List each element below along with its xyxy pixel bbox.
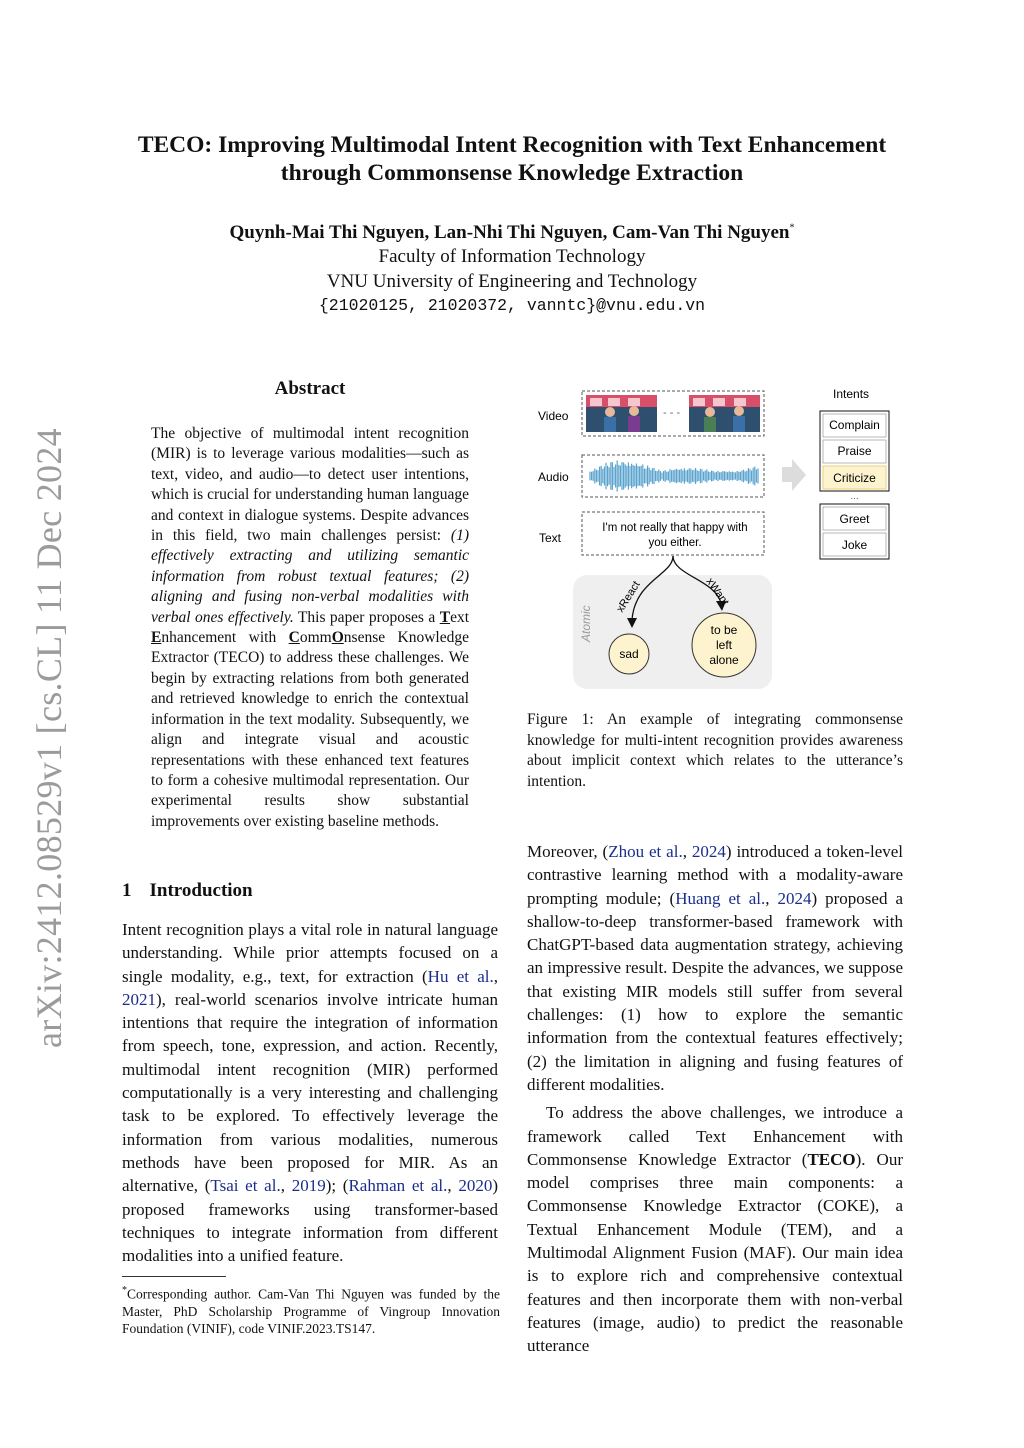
footnote-text: Corresponding author. Cam-Van Thi Nguyen was funded by the Master, PhD Scholarship Programme of Vingroup Innovation Foundation (VINIF), code VINIF.2023.TS147. xyxy=(122,1286,500,1336)
paragraph-related-work xyxy=(527,840,903,1096)
corresponding-author-mark: * xyxy=(789,222,795,234)
intent-complain xyxy=(823,414,886,437)
footnote xyxy=(122,1282,500,1337)
introduction-paragraph xyxy=(122,918,498,1267)
abstract-text-part3: nsense Knowledge Extractor (TECO) to address these challenges. We begin by extracting relations from both generated and retrieved knowledge to enrich the contextual information in the text modality. Subsequently, we align and integrate visual and acoustic representations with these enhanced text features to form a cohesive multimodal representation. Our experimental results show substantial improvements over existing baseline methods. xyxy=(151,629,469,830)
node-left-alone-line-3: alone xyxy=(709,653,739,667)
section-heading-introduction xyxy=(122,880,253,902)
citation-separator: , xyxy=(765,888,778,908)
video-frame-1 xyxy=(586,395,657,432)
citation-separator: , xyxy=(280,1176,292,1196)
title-line-2: through Commonsense Knowledge Extraction xyxy=(280,160,744,186)
citation-separator: , xyxy=(682,842,692,861)
intent-complain-label: Complain xyxy=(829,418,880,432)
arrow-right-icon xyxy=(782,459,806,491)
citation-year: 2019 xyxy=(291,1176,326,1196)
acronym-letter-e: E xyxy=(151,629,162,647)
footnote-rule xyxy=(122,1276,226,1277)
abstract-body xyxy=(151,424,469,832)
acronym-letter-o: O xyxy=(331,629,344,647)
citation-year: 2021 xyxy=(122,989,156,1009)
intent-greet xyxy=(823,507,886,530)
relation-xwant-label: xWant xyxy=(703,575,732,608)
author-names: Quynh-Mai Thi Nguyen, Lan-Nhi Thi Nguyen, Cam-Van Thi Nguyen xyxy=(229,222,790,243)
related-text-1: Moreover, ( xyxy=(527,842,609,861)
intent-joke-label: Joke xyxy=(841,538,868,552)
title-line-1: TECO: Improving Multimodal Intent Recognition with Text Enhancement xyxy=(137,132,887,158)
intents-ellipsis: ... xyxy=(850,491,859,502)
intent-praise-label: Praise xyxy=(837,444,872,458)
node-left-alone-line-1: to be xyxy=(710,623,738,637)
teco-text-1: To address the above challenges, we introduce a framework called Text Enhancement with Commonsense Knowledge Extractor ( xyxy=(527,1103,903,1169)
intro-text-4: ) proposed frameworks using transformer-based techniques to integrate information from different modalities into a unified feature. xyxy=(122,1176,499,1266)
related-text-2: ) introduced a token-level contrastive learning method with a modality-aware prompting module; ( xyxy=(527,842,904,908)
footnote-mark: * xyxy=(122,1285,127,1296)
citation-huang-2024[interactable] xyxy=(675,889,811,908)
teco-acronym: TECO xyxy=(807,1149,856,1169)
intro-text-3: ); ( xyxy=(325,1176,349,1196)
intent-greet-label: Greet xyxy=(839,512,870,526)
abstract-challenges: (1) effectively extracting and utilizing semantic information from robust textual features; (2) aligning and fusing non-verbal modalities with verbal ones effectively. xyxy=(151,527,469,626)
video-ellipsis: - - - xyxy=(663,407,681,419)
citation-year: 2020 xyxy=(458,1176,493,1196)
audio-waveform xyxy=(590,460,758,491)
acronym-rest-2: nhancement with xyxy=(161,629,289,647)
utterance-line-2: you either. xyxy=(648,537,702,549)
abstract-text-part1: The objective of multimodal intent recognition (MIR) is to leverage various modalities—such as text, video, and audio—to detect user intentions, which is crucial for understanding human language and context in dialogue systems. Despite advances in this field, two main challenges persist: xyxy=(151,425,469,545)
figure-1-diagram xyxy=(520,380,910,692)
intents-box-top xyxy=(820,411,889,491)
acronym-rest-3: omm xyxy=(299,629,332,647)
citation-authors: Tsai et al. xyxy=(210,1176,281,1196)
citation-year: 2024 xyxy=(777,888,812,908)
citation-zhou-2024[interactable] xyxy=(608,842,726,861)
abstract-text-part2: This paper proposes a xyxy=(293,608,440,626)
relation-xreact-label: xReact xyxy=(614,579,643,615)
intent-criticize-highlighted xyxy=(823,466,886,489)
intro-text-1: Intent recognition plays a vital role in natural language understanding. While prior attempts focused on a single modality, e.g., text, for extraction ( xyxy=(122,920,498,986)
citation-authors: Hu et al. xyxy=(427,966,494,986)
node-left-alone-line-2: left xyxy=(715,638,733,652)
intents-box-bottom xyxy=(820,504,889,559)
intent-criticize-label: Criticize xyxy=(833,471,876,485)
figure-1-caption: Figure 1: An example of integrating commonsense knowledge for multi-intent recognition provides awareness about implicit context which relates to the utterance’s intention. xyxy=(527,711,903,790)
citation-rahman-2020[interactable] xyxy=(348,1176,492,1195)
citation-authors: Zhou et al. xyxy=(608,842,683,861)
citation-separator: , xyxy=(493,966,498,986)
teco-text-2: ). Our model comprises three main components: a Commonsense Knowledge Extractor (COKE), a Textual Enhancement Module (TEM), and a Multimodal Alignment Fusion (MAF). Our main idea is to explore rich and comprehensive contextual features and then incorporate them with non-verbal features (image, audio) to predict the reasonable utterance xyxy=(527,1149,903,1356)
author-emails[interactable]: {21020125, 21020372, vanntc}@vnu.edu.vn xyxy=(318,296,706,315)
node-sad-label: sad xyxy=(619,647,639,661)
video-frame-2 xyxy=(689,395,760,432)
author-list xyxy=(100,222,924,244)
label-video: Video xyxy=(538,409,569,423)
related-text-3: ) proposed a shallow-to-deep transformer-based framework with ChatGPT-based data augmentation strategy, achieving an impressive result. Despite the advances, we suppose that existing MIR models still suffer from several challenges: (1) how to explore the semantic information from the contextual features effectively; (2) the limitation in aligning and fusing features of different modalities. xyxy=(527,888,903,1094)
intent-joke xyxy=(823,533,886,556)
right-column-body xyxy=(527,840,903,1358)
affiliation-university: VNU University of Engineering and Technology xyxy=(326,271,698,292)
citation-authors: Huang et al. xyxy=(675,888,766,908)
citation-separator: , xyxy=(447,1176,459,1196)
acronym-letter-c: C xyxy=(288,629,300,647)
intent-praise xyxy=(823,440,886,463)
acronym-rest-1: ext xyxy=(450,608,469,626)
arxiv-identifier: arXiv:2412.08529v1 [cs.CL] 11 Dec 2024 xyxy=(29,428,69,1048)
abstract-heading: Abstract xyxy=(274,378,346,399)
citation-tsai-2019[interactable] xyxy=(210,1176,325,1195)
paper-title xyxy=(100,131,924,187)
affiliation-faculty: Faculty of Information Technology xyxy=(378,246,646,267)
utterance-line-1: I'm not really that happy with xyxy=(602,522,748,534)
citation-authors: Rahman et al. xyxy=(348,1176,448,1196)
intro-text-2: ), real-world scenarios involve intricate human intentions that require the integration of information from speech, tone, expression, and action. Recently, multimodal intent recognition (MIR) performed computationally is a very interesting and challenging task to be explored. To effectively leverage the information from various modalities, numerous methods have been proposed for MIR. As an alternative, ( xyxy=(122,989,498,1196)
paragraph-teco-overview xyxy=(527,1101,903,1357)
citation-year: 2024 xyxy=(691,842,726,861)
section-number: 1 xyxy=(122,880,132,901)
label-audio: Audio xyxy=(538,470,569,484)
acronym-letter-t: T xyxy=(439,608,451,626)
label-text: Text xyxy=(539,531,562,545)
section-title: Introduction xyxy=(149,880,253,901)
atomic-label: Atomic xyxy=(579,605,593,642)
intents-title: Intents xyxy=(833,387,870,401)
